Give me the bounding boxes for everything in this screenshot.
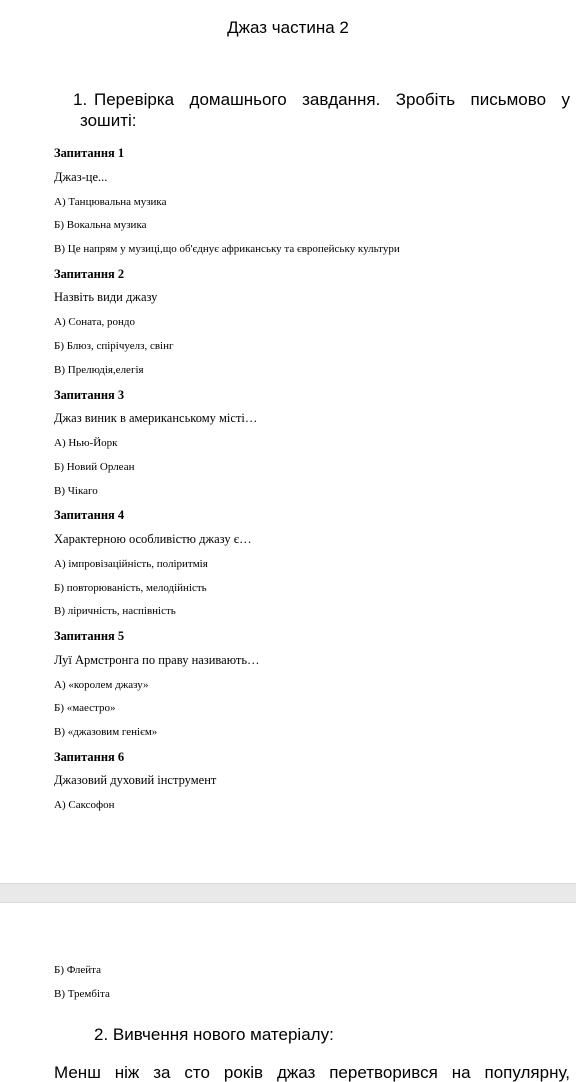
question-2-option-b: Б) Блюз, спірічуелз, свінг <box>54 340 174 352</box>
question-4-option-a: А) імпровізаційність, поліритмія <box>54 558 208 570</box>
page-break <box>0 883 576 903</box>
question-1-text: Джаз-це... <box>54 170 108 184</box>
question-3-option-b: Б) Новий Орлеан <box>54 461 135 473</box>
question-1-heading: Запитання 1 <box>54 146 125 160</box>
question-2-option-a: А) Соната, рондо <box>54 316 135 328</box>
question-1-option-c: В) Це напрям у музиці,що об'єднує африканську та європейську культури <box>54 243 400 255</box>
task2-heading: 2. Вивчення нового матеріалу: <box>94 1025 334 1044</box>
question-3-text: Джаз виник в американському місті… <box>54 411 258 425</box>
question-2-text: Назвіть види джазу <box>54 290 158 304</box>
question-1-option-b: Б) Вокальна музика <box>54 219 147 231</box>
question-3-option-a: А) Нью-Йорк <box>54 437 118 449</box>
question-4-text: Характерною особливістю джазу є… <box>54 532 252 546</box>
question-5-text: Луї Армстронга по праву називають… <box>54 653 260 667</box>
question-6-text: Джазовий духовий інструмент <box>54 773 217 787</box>
question-6-option-a: А) Саксофон <box>54 799 115 811</box>
question-1-option-a: А) Танцювальна музика <box>54 196 167 208</box>
question-4-option-c: В) ліричність, наспівність <box>54 605 176 617</box>
question-6-option-b: Б) Флейта <box>54 964 101 976</box>
task1-number: 1. <box>73 90 88 109</box>
intro-paragraph-line: Менш ніж за сто років джаз перетворився на популярну, <box>54 1063 570 1082</box>
question-2-heading: Запитання 2 <box>54 267 125 281</box>
question-5-heading: Запитання 5 <box>54 629 125 643</box>
question-5-option-b: Б) «маестро» <box>54 702 116 714</box>
task1-text-line2: зошиті: <box>80 111 137 130</box>
question-3-option-c: В) Чікаго <box>54 485 98 497</box>
document-title: Джаз частина 2 <box>227 18 349 37</box>
question-4-option-b: Б) повторюваність, мелодійність <box>54 582 207 594</box>
question-5-option-a: А) «королем джазу» <box>54 679 149 691</box>
question-4-heading: Запитання 4 <box>54 508 125 522</box>
question-2-option-c: В) Прелюдія,елегія <box>54 364 144 376</box>
question-6-heading: Запитання 6 <box>54 750 125 764</box>
question-5-option-c: В) «джазовим генієм» <box>54 726 158 738</box>
question-6-option-c: В) Трембіта <box>54 988 110 1000</box>
question-3-heading: Запитання 3 <box>54 388 125 402</box>
task1-text-line1: Перевірка домашнього завдання. Зробіть письмово у <box>94 90 570 109</box>
